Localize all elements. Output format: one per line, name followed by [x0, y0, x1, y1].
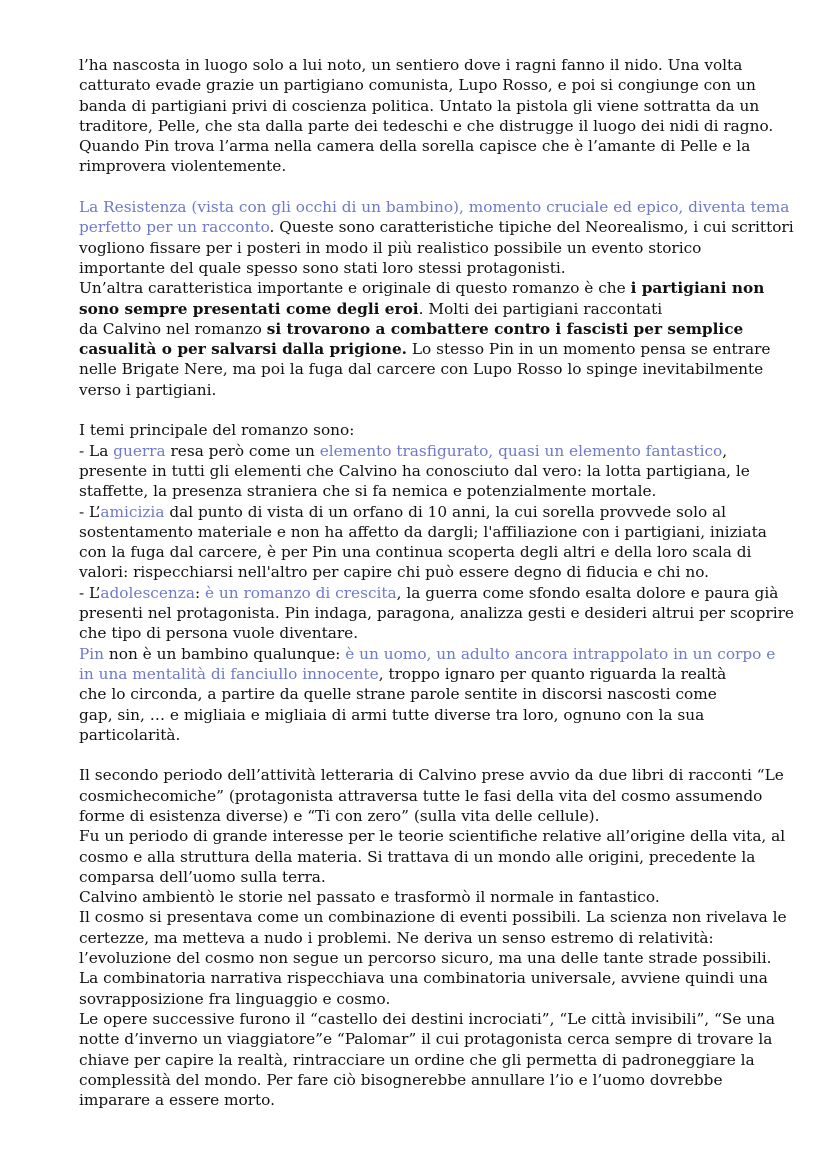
text-span: da Calvino nel romanzo — [79, 319, 267, 338]
text-line — [79, 217, 794, 237]
text-line — [79, 989, 759, 1009]
text-span: presenti nel protagonista. Pin indaga, paragona, analizza gesti e desideri altrui per scoprire — [79, 604, 794, 623]
text-span: certezze, ma metteva a nudo i problemi. Ne deriva un senso estremo di relatività: — [79, 928, 714, 947]
text-span: - La — [79, 441, 114, 460]
highlighted-text: elemento trasfigurato, quasi un elemento fantastico — [319, 441, 723, 460]
highlighted-text: Pin — [79, 644, 105, 663]
text-span: imparare a essere morto. — [79, 1091, 275, 1110]
text-line — [79, 359, 764, 379]
highlighted-text: è un uomo, un adulto ancora intrappolato in un corpo e — [345, 644, 776, 663]
text-span: Calvino ambientò le storie nel passato e trasformò il normale in fantastico. — [79, 888, 660, 907]
text-span: banda di partigiani privi di coscienza politica. Untato la pistola gli viene sottratta da un — [79, 96, 760, 115]
highlighted-text: La Resistenza (vista con gli occhi di un bambino), momento cruciale ed epico, diventa tema — [79, 198, 790, 217]
text-line — [79, 461, 759, 481]
text-span: sovrapposizione fra linguaggio e cosmo. — [79, 989, 391, 1008]
paragraph-themes — [79, 420, 794, 745]
text-span: non è un bambino qualunque: — [104, 644, 346, 663]
text-span: valori: rispecchiarsi nell'altro per capire chi può essere degno di fiducia e chi no. — [79, 563, 710, 582]
bold-text: i partigiani non — [630, 279, 765, 298]
text-span: con la fuga dal carcere, è per Pin una continua scoperta degli altri e della loro scala di — [79, 543, 752, 562]
text-span: Lo stesso Pin in un momento pensa se entrare — [407, 340, 771, 359]
paragraph-second-period — [79, 765, 787, 1110]
text-span: l’evoluzione del cosmo non segue un percorso sicuro, ma una delle tante strade possibili. — [79, 949, 772, 968]
paragraph-plot-summary — [79, 55, 774, 177]
text-span: cosmo e alla struttura della materia. Si trattava di un mondo alle origini, precedente la — [79, 847, 756, 866]
highlighted-text: amicizia — [100, 502, 165, 521]
text-line — [79, 197, 790, 217]
text-line — [79, 380, 759, 400]
text-line — [79, 258, 759, 278]
paragraph-gap — [79, 177, 759, 197]
highlighted-text: è un romanzo di crescita — [205, 583, 397, 602]
text-span: particolarità. — [79, 725, 181, 744]
text-line — [79, 968, 768, 988]
text-span: catturato evade grazie un partigiano comunista, Lupo Rosso, e poi si congiunge con un — [79, 76, 756, 95]
text-span: cosmichecomiche” (protagonista attraversa tutte le fasi della vita del cosmo assumendo — [79, 786, 763, 805]
text-span: che lo circonda, a partire da quelle strane parole sentite in discorsi nascosti come — [79, 685, 717, 704]
text-line — [79, 644, 776, 664]
bold-text: casualità o per salvarsi dalla prigione. — [79, 340, 408, 359]
document-page — [79, 55, 794, 1110]
text-span: Il cosmo si presentava come un combinazione di eventi possibili. La scienza non rivelava le — [79, 908, 787, 927]
text-span: sostentamento materiale e non ha affetto da dargli; l'affiliazione con i partigiani, iniziata — [79, 522, 767, 541]
text-line — [79, 522, 767, 542]
text-line — [79, 603, 794, 623]
text-span: traditore, Pelle, che sta dalla parte dei tedeschi e che distrugge il luogo dei nidi di ragno. — [79, 116, 774, 135]
bold-text: si trovarono a combattere contro i fascisti per semplice — [266, 319, 744, 338]
text-line — [79, 1029, 773, 1049]
text-span: Le opere successive furono il “castello dei destini incrociati”, “Le città invisibili”, “Se una — [79, 1009, 776, 1028]
text-span: verso i partigiani. — [79, 380, 217, 399]
text-span: Fu un periodo di grande interesse per le teorie scientifiche relative all’origine della vita, al — [79, 827, 786, 846]
text-span: - L’ — [79, 583, 101, 602]
highlighted-text: adolescenza — [100, 583, 195, 602]
text-line — [79, 887, 759, 907]
text-span: . Molti dei partigiani raccontati — [418, 299, 663, 318]
text-line — [79, 420, 759, 440]
text-line — [79, 786, 763, 806]
text-line — [79, 75, 759, 95]
text-line — [79, 156, 759, 176]
text-line — [79, 583, 779, 603]
text-span: notte d’inverno un viaggiatore”e “Palomar” il cui protagonista cerca sempre di trovare la — [79, 1030, 773, 1049]
text-line — [79, 502, 759, 522]
text-span: chiave per capire la realtà, rintracciare un ordine che gli permetta di padroneggiare la — [79, 1050, 755, 1069]
text-line — [79, 664, 759, 684]
text-span: Un’altra caratteristica importante e originale di questo romanzo è che — [79, 279, 631, 298]
text-span: Quando Pin trova l’arma nella camera della sorella capisce che è l’amante di Pelle e la — [79, 137, 751, 156]
text-line — [79, 705, 759, 725]
text-line — [79, 319, 759, 339]
text-line — [79, 1070, 759, 1090]
text-span: gap, sin, … e migliaia e migliaia di armi tutte diverse tra loro, ognuno con la sua — [79, 705, 705, 724]
text-line — [79, 562, 759, 582]
text-span: - L’ — [79, 502, 101, 521]
text-span: forme di esistenza diverse) e “Ti con zero” (sulla vita delle cellule). — [79, 806, 600, 825]
text-line — [79, 948, 772, 968]
paragraph-gap — [79, 400, 759, 420]
text-line — [79, 1090, 759, 1110]
text-span: rimprovera violentemente. — [79, 157, 287, 176]
text-line — [79, 725, 759, 745]
text-line — [79, 1050, 759, 1070]
text-line — [79, 441, 759, 461]
text-line — [79, 299, 759, 319]
text-line — [79, 1009, 776, 1029]
text-line — [79, 928, 759, 948]
text-span: Il secondo periodo dell’attività letteraria di Calvino prese avvio da due libri di racconti “Le — [79, 766, 784, 785]
paragraph-neorealism — [79, 197, 794, 400]
text-span: I temi principale del romanzo sono: — [79, 421, 355, 440]
paragraph-gap — [79, 745, 759, 765]
highlighted-text: perfetto per un racconto — [79, 218, 270, 237]
text-line — [79, 826, 786, 846]
text-span: La combinatoria narrativa rispecchiava una combinatoria universale, avviene quindi una — [79, 969, 768, 988]
text-span: , troppo ignaro per quanto riguarda la realtà — [378, 664, 727, 683]
highlighted-text: in una mentalità di fanciullo innocente — [79, 664, 379, 683]
text-line — [79, 684, 759, 704]
text-span: . Queste sono caratteristiche tipiche del Neorealismo, i cui scrittori — [269, 218, 794, 237]
text-line — [79, 238, 759, 258]
text-line — [79, 542, 759, 562]
text-line — [79, 765, 784, 785]
text-line — [79, 481, 759, 501]
text-span: importante del quale spesso sono stati loro stessi protagonisti. — [79, 258, 566, 277]
text-line — [79, 847, 759, 867]
text-line — [79, 806, 759, 826]
text-span: complessità del mondo. Per fare ciò bisognerebbe annullare l’io e l’uomo dovrebbe — [79, 1070, 723, 1089]
text-span: , la guerra come sfondo esalta dolore e paura già — [396, 583, 779, 602]
bold-text: sono sempre presentati come degli eroi — [79, 299, 419, 318]
text-line — [79, 339, 771, 359]
text-span: presente in tutti gli elementi che Calvino ha conosciuto dal vero: la lotta partigiana, le — [79, 461, 750, 480]
text-span: , — [722, 441, 728, 460]
text-span: dal punto di vista di un orfano di 10 anni, la cui sorella provvede solo al — [164, 502, 727, 521]
text-line — [79, 96, 759, 116]
text-span: staffette, la presenza straniera che si fa nemica e potenzialmente mortale. — [79, 482, 657, 501]
text-span: resa però come un — [165, 441, 320, 460]
text-line — [79, 278, 765, 298]
text-line — [79, 55, 759, 75]
text-span: comparsa dell’uomo sulla terra. — [79, 867, 326, 886]
text-line — [79, 116, 774, 136]
text-span: che tipo di persona vuole diventare. — [79, 624, 359, 643]
text-line — [79, 136, 759, 156]
text-line — [79, 907, 787, 927]
text-span: : — [194, 583, 205, 602]
text-span: vogliono fissare per i posteri in modo il più realistico possibile un evento storico — [79, 238, 702, 257]
text-line — [79, 867, 759, 887]
text-line — [79, 623, 759, 643]
text-span: nelle Brigate Nere, ma poi la fuga dal carcere con Lupo Rosso lo spinge inevitabilmente — [79, 360, 764, 379]
highlighted-text: guerra — [113, 441, 166, 460]
text-span: l’ha nascosta in luogo solo a lui noto, un sentiero dove i ragni fanno il nido. Una volta — [79, 56, 743, 74]
